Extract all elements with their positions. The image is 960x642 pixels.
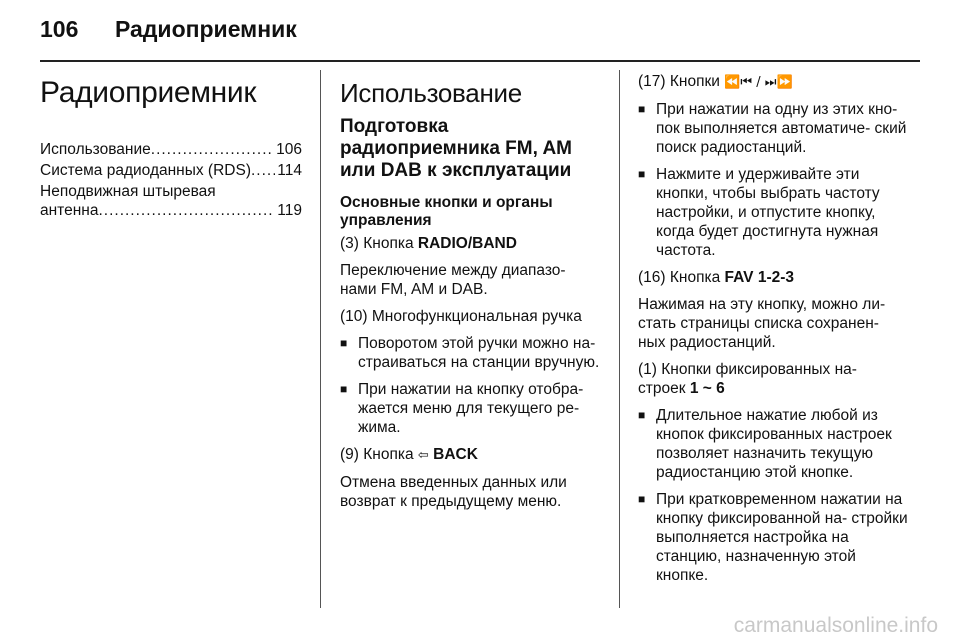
toc-leader — [251, 161, 275, 180]
watermark: carmanualsonline.info — [733, 614, 938, 637]
toc-entry-label: антенна — [40, 202, 99, 219]
back-button-item: (9) Кнопка ⇦ BACK — [340, 446, 478, 463]
multifunction-knob-item: (10) Многофункциональная ручка — [340, 308, 582, 325]
bullet-item: ■ Нажмите и удерживайте эти кнопки, чтобы выбрать частоту настройки, и отпустите кнопку, когда будет достигнута нужная частота. — [638, 165, 908, 260]
toc-entry[interactable] — [40, 140, 302, 159]
toc-entry[interactable] — [40, 161, 302, 180]
seek-icons: ⏪⏮ / ⏭⏩ — [724, 75, 793, 90]
radio-band-description: Переключение между диапазо- нами FM, AM и DAB. — [340, 262, 566, 298]
back-label: BACK — [433, 446, 478, 463]
bullet-item: ■ При нажатии на одну из этих кно- пок выполняется автоматиче- ский поиск радиостанций. — [638, 100, 908, 157]
toc-entry-page: 119 — [277, 202, 302, 219]
toc-entry-label-line1: Неподвижная штыревая — [40, 183, 216, 200]
section-title: Использование — [340, 78, 522, 108]
toc-leader — [98, 201, 275, 220]
fav-button-item: (16) Кнопка FAV 1-2-3 — [638, 269, 795, 286]
toc-entry-page: 114 — [277, 162, 302, 179]
content-column-2 — [340, 72, 602, 519]
bullet-item: ■ При нажатии на кнопку отобра- жается меню для текущего ре- жима. — [340, 380, 602, 437]
toc-entry-label: Использование — [40, 141, 151, 158]
content-column-3 — [638, 72, 908, 593]
seek-buttons-item: (17) Кнопки ⏪⏮ / ⏭⏩ — [638, 73, 793, 90]
column-divider — [619, 70, 620, 608]
toc-entry-label: Система радиоданных (RDS) — [40, 162, 251, 179]
radio-band-item: (3) Кнопка RADIO/BAND — [340, 235, 517, 252]
header-rule — [40, 60, 920, 62]
toc-column — [40, 72, 302, 222]
page-header — [40, 14, 297, 44]
toc-entry[interactable] — [40, 182, 302, 220]
preset-label: 1 ~ 6 — [689, 380, 725, 397]
back-description: Отмена введенных данных или возврат к предыдущему меню. — [340, 474, 567, 510]
bullet-item: ■ Поворотом этой ручки можно на- страиваться на станции вручную. — [340, 334, 602, 372]
bullet-item: ■ При кратковременном нажатии на кнопку фиксированной на- стройки выполняется настройка на станцию, назначенную этой кнопке. — [638, 490, 908, 585]
toc-leader — [151, 140, 274, 159]
running-title: Радиоприемник — [115, 15, 297, 42]
fav-label: FAV 1-2-3 — [724, 269, 795, 286]
bullet-item: ■ Длительное нажатие любой из кнопок фиксированных настроек позволяет назначить текущую радиостанцию этой кнопке. — [638, 406, 908, 482]
toc-entry-page: 106 — [276, 141, 302, 158]
page-number: 106 — [40, 15, 79, 42]
subsection-title: Подготовка радиоприемника FM, AM или DAB к эксплуатации — [340, 116, 572, 181]
back-arrow-icon: ⇦ — [417, 448, 429, 463]
chapter-title: Радиоприемник — [40, 76, 257, 109]
fav-description: Нажимая на эту кнопку, можно ли- стать страницы списка сохранен- ных радиостанций. — [638, 296, 886, 351]
radio-band-label: RADIO/BAND — [417, 235, 517, 252]
preset-buttons-item: (1) Кнопки фиксированных на- строек 1 ~ 6 — [638, 361, 857, 397]
controls-heading: Основные кнопки и органы управления — [340, 194, 553, 229]
column-divider — [320, 70, 321, 608]
